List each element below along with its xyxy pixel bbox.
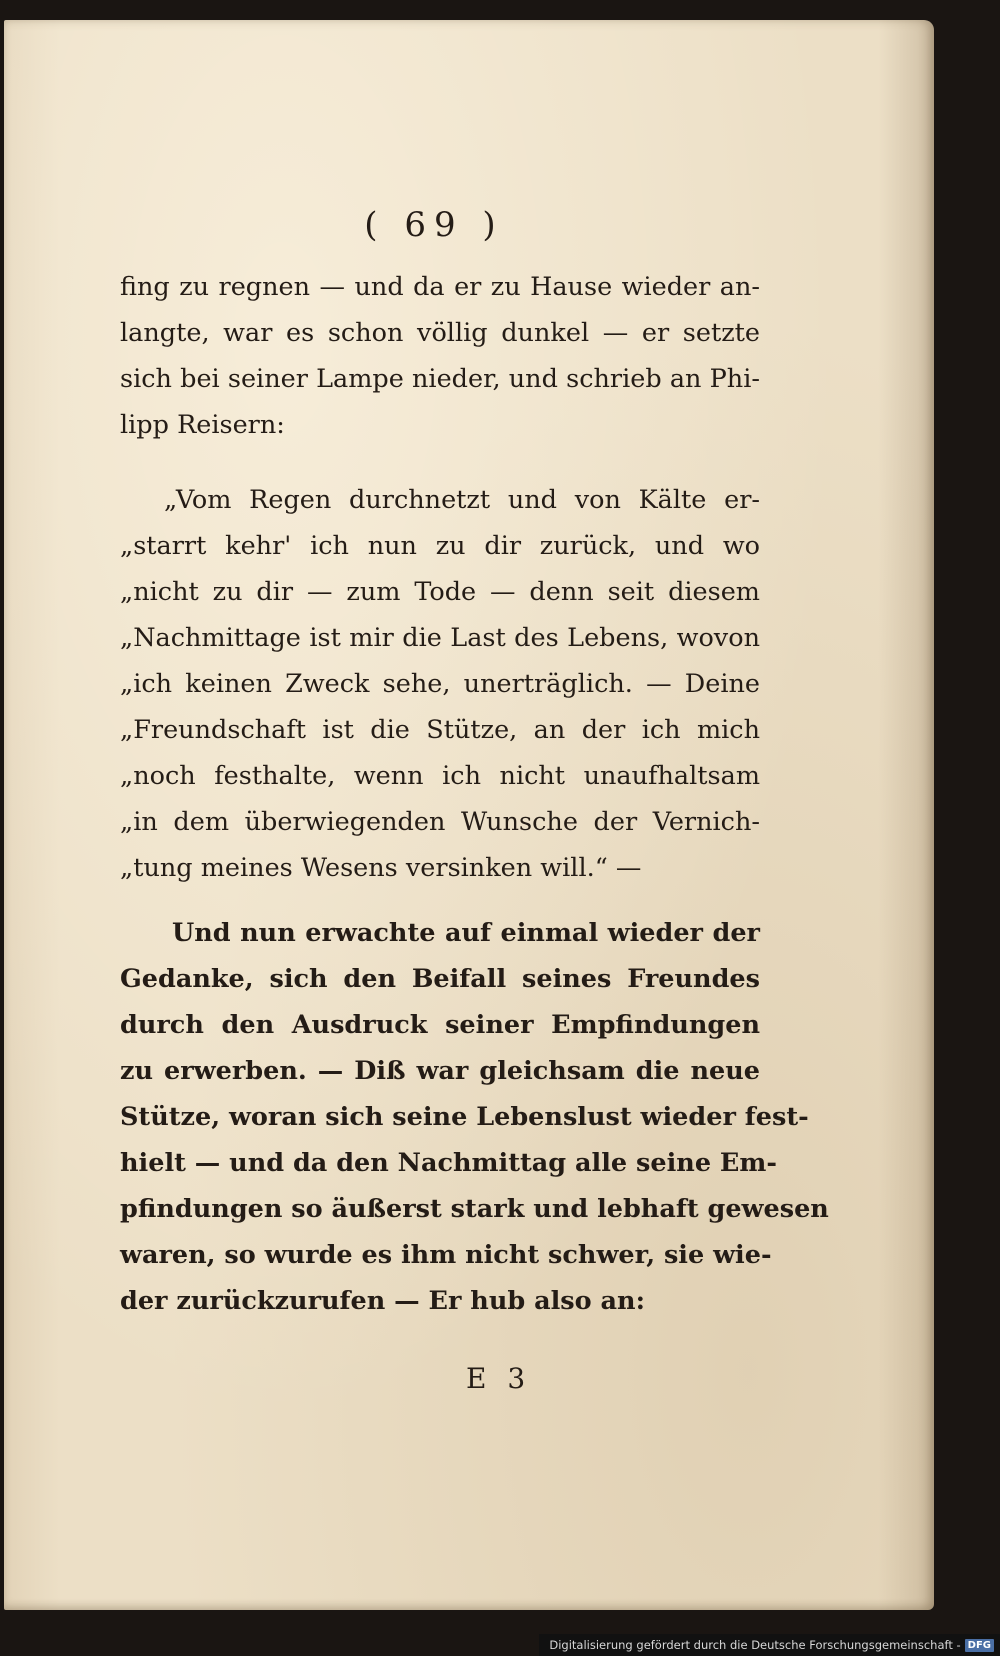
- text-line: langte, war es schon völlig dunkel — er setzte: [120, 318, 760, 348]
- paragraph-1: [120, 264, 760, 448]
- paragraph-3: [120, 910, 829, 1324]
- text-line: pfindungen so äußerst stark und lebhaft gewesen: [120, 1194, 829, 1224]
- text-line: zu erwerben. — Diß war gleichsam die neue: [120, 1056, 760, 1086]
- text-line: der zurückzurufen — Er hub also an:: [120, 1286, 646, 1316]
- text-line: hielt — und da den Nachmittag alle seine Em-: [120, 1148, 777, 1178]
- text-line: Und nun erwachte auf einmal wieder der: [172, 918, 760, 948]
- text-line: waren, so wurde es ihm nicht schwer, sie wie-: [120, 1240, 772, 1270]
- text-line: fing zu regnen — und da er zu Hause wieder an-: [120, 272, 760, 302]
- digitization-credit-bar: [539, 1634, 1000, 1656]
- signature-mark: E 3: [466, 1362, 532, 1395]
- text-line: „tung meines Wesens versinken will.“ —: [120, 853, 642, 883]
- paragraph-2-quote: [120, 477, 760, 891]
- text-line: „nicht zu dir — zum Tode — denn seit diesem: [120, 577, 760, 607]
- text-line: Gedanke, sich den Beifall seines Freundes: [120, 964, 760, 994]
- text-line: „in dem überwiegenden Wunsche der Vernich-: [120, 807, 760, 837]
- dfg-logo-icon: DFG: [965, 1639, 994, 1652]
- text-line: sich bei seiner Lampe nieder, und schrieb an Phi-: [120, 364, 760, 394]
- credit-text: Digitalisierung gefördert durch die Deutsche Forschungsgemeinschaft -: [549, 1638, 961, 1652]
- text-line: durch den Ausdruck seiner Empfindungen: [120, 1010, 760, 1040]
- book-page: [4, 20, 934, 1610]
- page-number: ( 69 ): [364, 205, 504, 245]
- text-line: Stütze, woran sich seine Lebenslust wieder fest-: [120, 1102, 809, 1132]
- text-line: „Nachmittage ist mir die Last des Lebens, wovon: [120, 623, 760, 653]
- text-line: „starrt kehr' ich nun zu dir zurück, und wo: [120, 531, 760, 561]
- text-line: „Vom Regen durchnetzt und von Kälte er-: [164, 485, 760, 515]
- text-line: „noch festhalte, wenn ich nicht unaufhaltsam: [120, 761, 760, 791]
- text-line: „Freundschaft ist die Stütze, an der ich mich: [120, 715, 760, 745]
- text-line: lipp Reisern:: [120, 410, 285, 440]
- text-line: „ich keinen Zweck sehe, unerträglich. — Deine: [120, 669, 760, 699]
